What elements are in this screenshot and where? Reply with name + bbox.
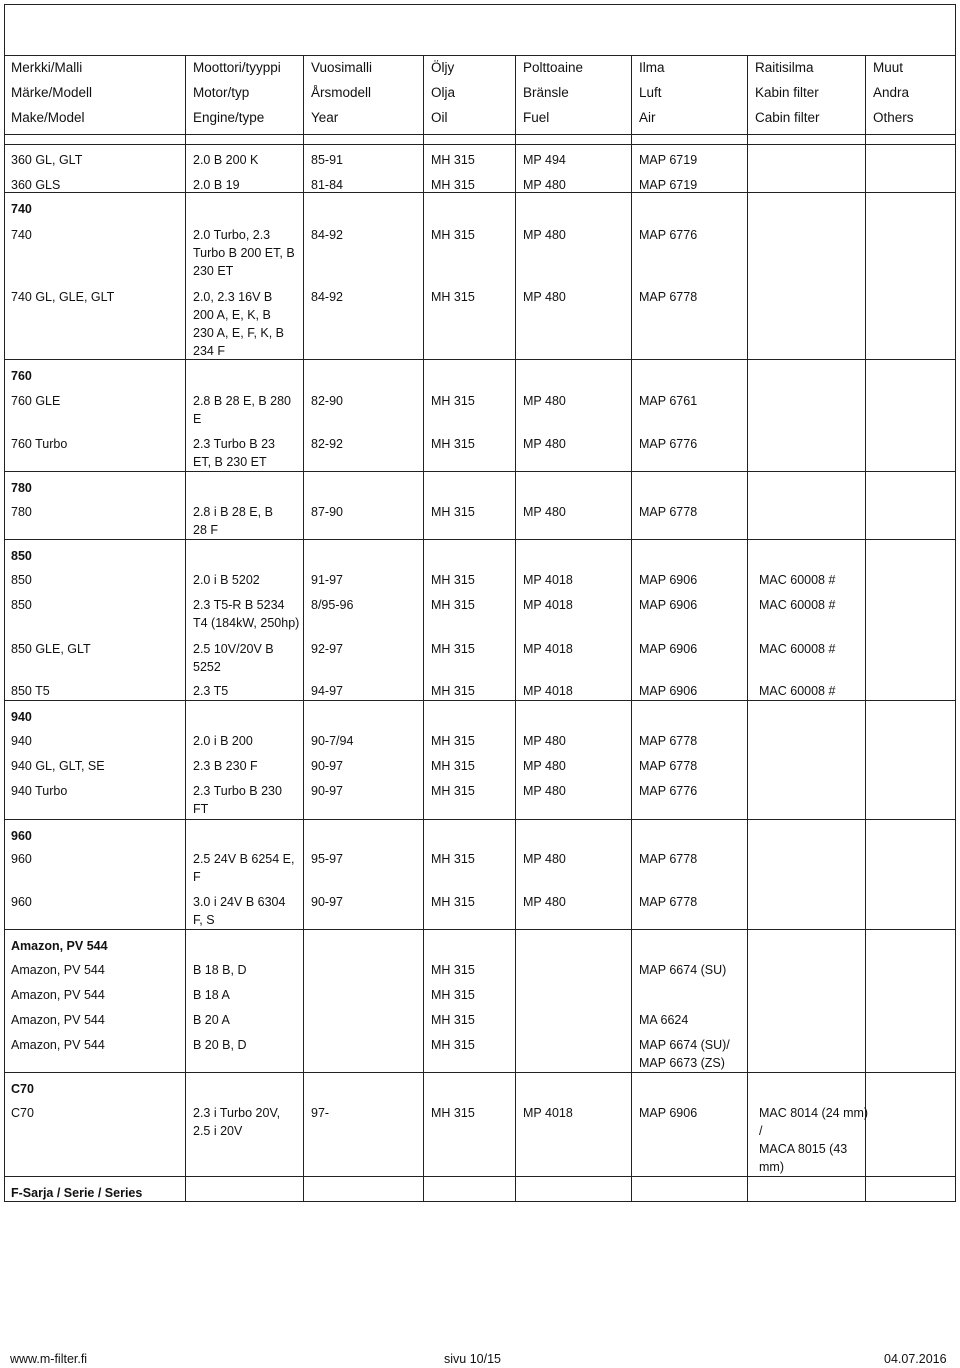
oil-filter-cell: MH 315 (431, 178, 475, 192)
oil-filter-cell: MH 315 (431, 895, 475, 909)
oil-filter-cell: MH 315 (431, 437, 475, 451)
model-cell: 960 (11, 895, 32, 909)
year-cell: 82-92 (311, 437, 343, 451)
oil-filter-cell: MH 315 (431, 573, 475, 587)
oil-filter-cell: MH 315 (431, 759, 475, 773)
oil-filter-cell: MH 315 (431, 1106, 475, 1120)
air-filter-cell: MAP 6778 (639, 505, 698, 519)
header-cell: Moottori/tyyppi (193, 60, 281, 75)
section-divider (5, 359, 955, 360)
column-divider (747, 55, 748, 1201)
engine-cell: 2.0 B 200 K (193, 153, 259, 167)
air-filter-cell: MAP 6778 (639, 895, 698, 909)
air-filter-cell: MAP 6674 (SU) (639, 963, 727, 977)
oil-filter-cell: MH 315 (431, 784, 475, 798)
air-filter-cell: MAP 6778 (639, 734, 698, 748)
engine-cell: 2.8 B 28 E, B 280 E (193, 394, 291, 426)
header-cell: Air (639, 110, 656, 125)
header-cell: Bränsle (523, 85, 569, 100)
model-cell: 780 (11, 505, 32, 519)
fuel-filter-cell: MP 480 (523, 784, 566, 798)
column-divider (631, 55, 632, 1201)
year-cell: 90-97 (311, 784, 343, 798)
fuel-filter-cell: MP 4018 (523, 573, 573, 587)
header-cell: Engine/type (193, 110, 265, 125)
engine-cell: B 18 B, D (193, 963, 247, 977)
oil-filter-cell: MH 315 (431, 228, 475, 242)
fuel-filter-cell: MP 4018 (523, 1106, 573, 1120)
fuel-filter-cell: MP 480 (523, 759, 566, 773)
fuel-filter-cell: MP 4018 (523, 642, 573, 656)
oil-filter-cell: MH 315 (431, 598, 475, 612)
oil-filter-cell: MH 315 (431, 963, 475, 977)
other-filter-cell: MAC 60008 # (759, 642, 836, 656)
fuel-filter-cell: MP 480 (523, 394, 566, 408)
section-title: 960 (11, 829, 32, 843)
model-cell: Amazon, PV 544 (11, 988, 105, 1002)
engine-cell: 2.3 T5 (193, 684, 229, 698)
model-cell: 740 (11, 228, 32, 242)
column-divider (865, 55, 866, 1201)
oil-filter-cell: MH 315 (431, 153, 475, 167)
model-cell: 850 T5 (11, 684, 50, 698)
engine-cell: B 18 A (193, 988, 230, 1002)
engine-cell: 2.0 i B 5202 (193, 573, 260, 587)
header-cell: Kabin filter (755, 85, 819, 100)
year-cell: 95-97 (311, 852, 343, 866)
section-divider (5, 819, 955, 820)
year-cell: 92-97 (311, 642, 343, 656)
engine-cell: 2.3 B 230 F (193, 759, 258, 773)
engine-cell: 2.3 Turbo B 23 ET, B 230 ET (193, 437, 276, 469)
air-filter-cell: MA 6624 (639, 1013, 689, 1027)
footer-site: www.m-filter.fi (10, 1352, 88, 1366)
header-cell: Fuel (523, 110, 550, 125)
engine-cell: 2.0 i B 200 (193, 734, 253, 748)
engine-cell: 2.8 i B 28 E, B 28 F (193, 505, 273, 537)
section-divider (5, 192, 955, 193)
other-filter-cell: MAC 60008 # (759, 598, 836, 612)
column-divider (423, 55, 424, 1201)
air-filter-cell: MAP 6778 (639, 759, 698, 773)
section-title: 780 (11, 481, 32, 495)
fuel-filter-cell: MP 480 (523, 178, 566, 192)
other-filter-cell: MAC 60008 # (759, 573, 836, 587)
model-cell: 360 GLS (11, 178, 61, 192)
engine-cell: 2.5 24V B 6254 E, F (193, 852, 295, 884)
oil-filter-cell: MH 315 (431, 684, 475, 698)
year-cell: 90-97 (311, 895, 343, 909)
fuel-filter-cell: MP 480 (523, 505, 566, 519)
air-filter-cell: MAP 6719 (639, 153, 698, 167)
column-divider (185, 55, 186, 1201)
footer-date: 04.07.2016 (884, 1352, 947, 1366)
footer-page: sivu 10/15 (444, 1352, 501, 1366)
air-filter-cell: MAP 6906 (639, 684, 698, 698)
year-cell: 90-7/94 (311, 734, 354, 748)
year-cell: 81-84 (311, 178, 343, 192)
section-title: C70 (11, 1082, 34, 1096)
model-cell: 940 Turbo (11, 784, 68, 798)
air-filter-cell: MAP 6906 (639, 573, 698, 587)
fuel-filter-cell: MP 480 (523, 437, 566, 451)
engine-cell: 2.3 T5-R B 5234 T4 (184kW, 250hp) (193, 598, 300, 630)
model-cell: Amazon, PV 544 (11, 1013, 105, 1027)
oil-filter-cell: MH 315 (431, 1038, 475, 1052)
air-filter-cell: MAP 6761 (639, 394, 698, 408)
engine-cell: 2.5 10V/20V B 5252 (193, 642, 274, 674)
header-cell: Oil (431, 110, 448, 125)
header-cell: Motor/typ (193, 85, 250, 100)
header-cell: Andra (873, 85, 910, 100)
header-cell: Olja (431, 85, 456, 100)
other-filter-cell: MAC 8014 (24 mm) / MACA 8015 (43 mm) (759, 1106, 869, 1174)
oil-filter-cell: MH 315 (431, 290, 475, 304)
model-cell: Amazon, PV 544 (11, 963, 105, 977)
header-cell: Merkki/Malli (11, 60, 83, 75)
model-cell: 850 GLE, GLT (11, 642, 91, 656)
section-title: Amazon, PV 544 (11, 939, 108, 953)
model-cell: 740 GL, GLE, GLT (11, 290, 115, 304)
filter-table (4, 4, 956, 1202)
oil-filter-cell: MH 315 (431, 734, 475, 748)
air-filter-cell: MAP 6719 (639, 178, 698, 192)
section-title: 740 (11, 202, 32, 216)
header-cell: Ilma (639, 60, 665, 75)
engine-cell: 2.0 B 19 (193, 178, 240, 192)
engine-cell: 3.0 i 24V B 6304 F, S (193, 895, 286, 927)
model-cell: 360 GL, GLT (11, 153, 83, 167)
year-cell: 94-97 (311, 684, 343, 698)
engine-cell: 2.3 i Turbo 20V, 2.5 i 20V (193, 1106, 281, 1138)
engine-cell: 2.3 Turbo B 230 FT (193, 784, 282, 816)
section-title: F-Sarja / Serie / Series (11, 1186, 143, 1200)
section-divider (5, 539, 955, 540)
fuel-filter-cell: MP 4018 (523, 598, 573, 612)
model-cell: C70 (11, 1106, 34, 1120)
year-cell: 91-97 (311, 573, 343, 587)
year-cell: 90-97 (311, 759, 343, 773)
model-cell: 940 GL, GLT, SE (11, 759, 105, 773)
model-cell: 960 (11, 852, 32, 866)
column-divider (515, 55, 516, 1201)
year-cell: 84-92 (311, 228, 343, 242)
section-divider (5, 144, 955, 145)
year-cell: 97- (311, 1106, 330, 1120)
air-filter-cell: MAP 6776 (639, 228, 698, 242)
model-cell: 850 (11, 598, 32, 612)
year-cell: 82-90 (311, 394, 343, 408)
section-title: 760 (11, 369, 32, 383)
fuel-filter-cell: MP 480 (523, 852, 566, 866)
oil-filter-cell: MH 315 (431, 988, 475, 1002)
air-filter-cell: MAP 6776 (639, 437, 698, 451)
header-cell: Muut (873, 60, 904, 75)
air-filter-cell: MAP 6906 (639, 642, 698, 656)
fuel-filter-cell: MP 480 (523, 290, 566, 304)
section-divider (5, 700, 955, 701)
section-divider (5, 1176, 955, 1177)
fuel-filter-cell: MP 480 (523, 228, 566, 242)
header-cell: Luft (639, 85, 662, 100)
model-cell: Amazon, PV 544 (11, 1038, 105, 1052)
air-filter-cell: MAP 6906 (639, 598, 698, 612)
year-cell: 84-92 (311, 290, 343, 304)
other-filter-cell: MAC 60008 # (759, 684, 836, 698)
model-cell: 850 (11, 573, 32, 587)
model-cell: 940 (11, 734, 32, 748)
section-title: 940 (11, 710, 32, 724)
header-cell: Märke/Modell (11, 85, 93, 100)
header-cell: Cabin filter (755, 110, 820, 125)
year-cell: 87-90 (311, 505, 343, 519)
air-filter-cell: MAP 6906 (639, 1106, 698, 1120)
fuel-filter-cell: MP 494 (523, 153, 566, 167)
model-cell: 760 GLE (11, 394, 61, 408)
header-cell: Raitisilma (755, 60, 814, 75)
header-cell: Vuosimalli (311, 60, 373, 75)
engine-cell: 2.0, 2.3 16V B 200 A, E, K, B 230 A, E, F, K, B 234 F (193, 290, 285, 358)
air-filter-cell: MAP 6778 (639, 852, 698, 866)
header-cell: Others (873, 110, 914, 125)
year-cell: 85-91 (311, 153, 343, 167)
engine-cell: B 20 A (193, 1013, 230, 1027)
section-divider (5, 1072, 955, 1073)
section-divider (5, 471, 955, 472)
section-divider (5, 929, 955, 930)
engine-cell: B 20 B, D (193, 1038, 247, 1052)
air-filter-cell: MAP 6778 (639, 290, 698, 304)
header-cell: Årsmodell (311, 85, 372, 100)
engine-cell: 2.0 Turbo, 2.3 Turbo B 200 ET, B 230 ET (193, 228, 295, 278)
year-cell: 8/95-96 (311, 598, 354, 612)
oil-filter-cell: MH 315 (431, 394, 475, 408)
oil-filter-cell: MH 315 (431, 852, 475, 866)
column-divider (303, 55, 304, 1201)
header-cell: Polttoaine (523, 60, 584, 75)
fuel-filter-cell: MP 480 (523, 734, 566, 748)
header-cell: Öljy (431, 60, 455, 75)
oil-filter-cell: MH 315 (431, 642, 475, 656)
model-cell: 760 Turbo (11, 437, 68, 451)
oil-filter-cell: MH 315 (431, 1013, 475, 1027)
section-title: 850 (11, 549, 32, 563)
air-filter-cell: MAP 6674 (SU)/ MAP 6673 (ZS) (639, 1038, 730, 1070)
header-cell: Make/Model (11, 110, 85, 125)
fuel-filter-cell: MP 4018 (523, 684, 573, 698)
air-filter-cell: MAP 6776 (639, 784, 698, 798)
header-cell: Year (311, 110, 339, 125)
fuel-filter-cell: MP 480 (523, 895, 566, 909)
oil-filter-cell: MH 315 (431, 505, 475, 519)
